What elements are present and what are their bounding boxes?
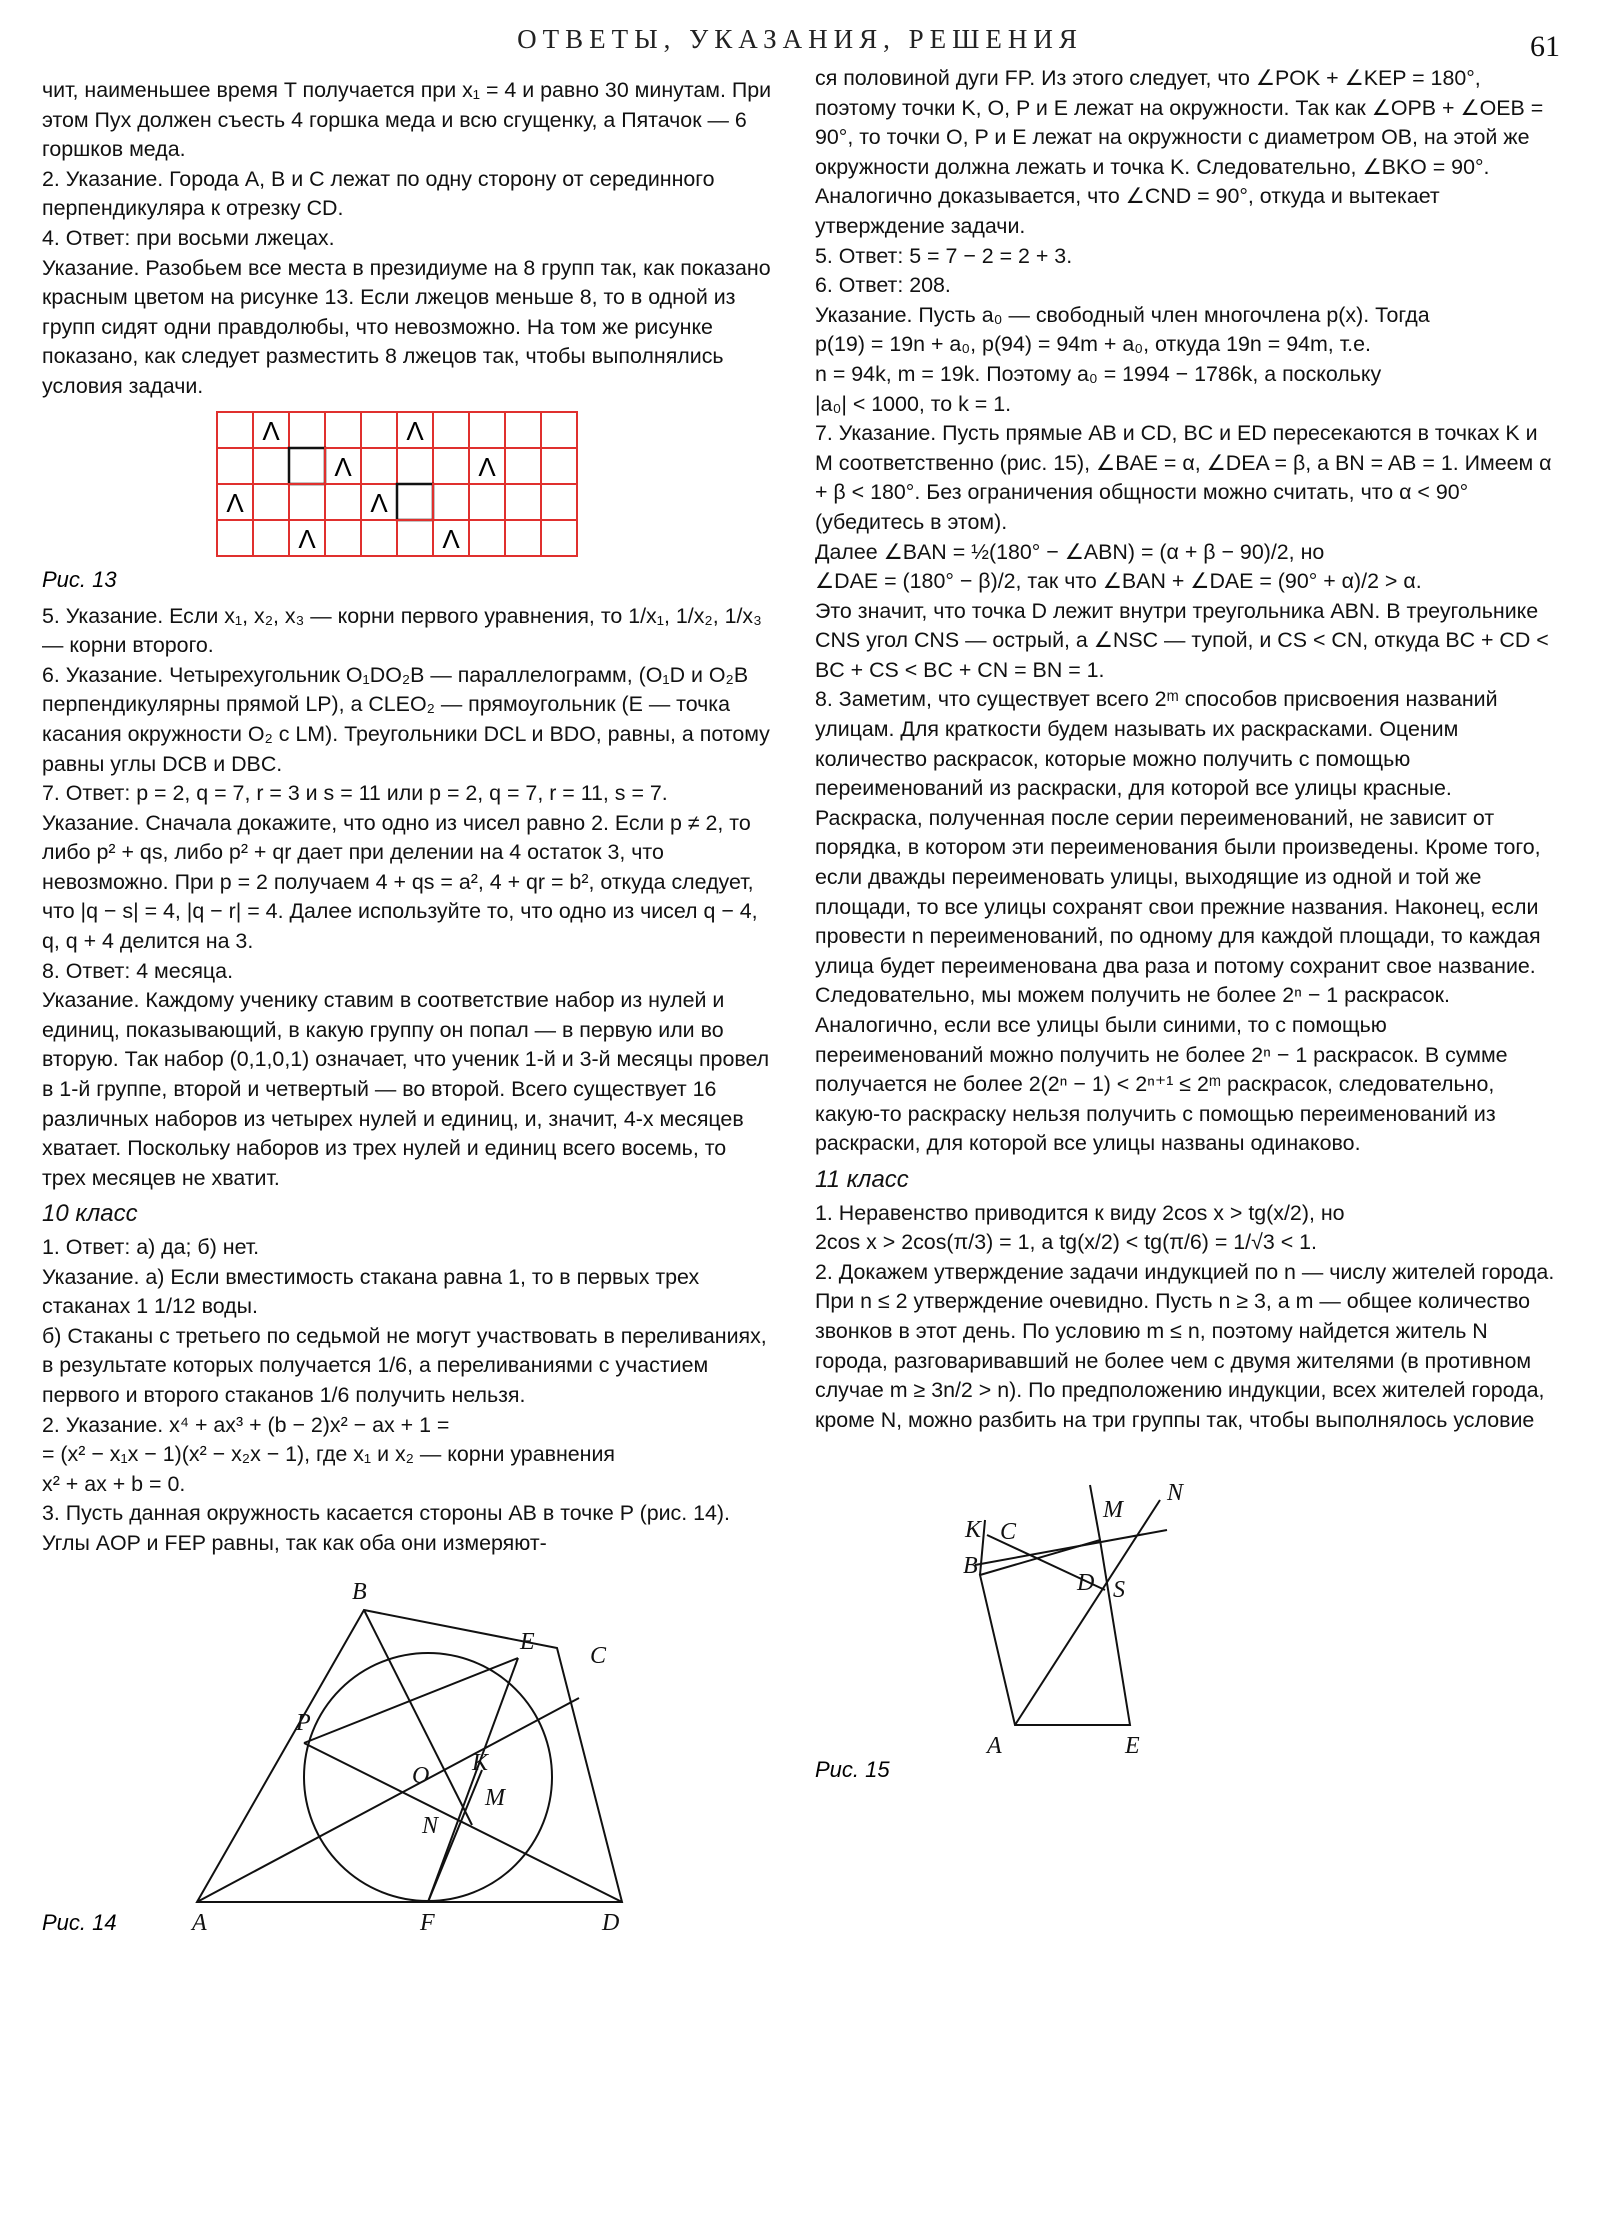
fig13-liar-mark: Λ	[442, 523, 460, 554]
figure-15-caption: Рис. 15	[815, 1757, 890, 1783]
fig14-line	[304, 1658, 518, 1743]
fig15-label: M	[1103, 1497, 1123, 1524]
fig13-cell	[361, 412, 397, 448]
fig13-cell	[397, 520, 433, 556]
fig14-label: E	[520, 1628, 535, 1655]
formula-line: 2cos x > 2cos(π/3) = 1, а tg(x/2) < tg(π/6) = 1/√3 < 1.	[815, 1230, 1317, 1255]
figure-13-caption: Рис. 13	[42, 566, 117, 592]
formula-line: ∠DAE = (180° − β)/2, так что ∠BAN + ∠DAE = (90° + α)/2 > α.	[815, 569, 1422, 594]
formula-line: = (x² − x₁x − 1)(x² − x₂x − 1), где x₁ и x₂ — корни уравнения	[42, 1442, 616, 1467]
fig15-label: N	[1167, 1480, 1184, 1507]
paragraph: Это значит, что точка D лежит внутри треугольника ABN. В треугольнике CNS угол CNS — острый, а ∠NSC — тупой, и CS < CN, откуда BC + CD < BC + CS < BC + CN = BN = 1.	[815, 598, 1549, 682]
paragraph: 8. Заметим, что существует всего 2ᵐ способов присвоения названий улицам. Для краткости будем называть их раскрасками. Оценим количество раскрасок, которые можно получить с помощью переименований из раскраски, для которой все улицы красные. Раскраска, полученная после серии переименований, не зависит от порядка, в котором эти переименования были произведены. Кроме того, если дважды переименовать улицы, выходящие из одной и той же площади, то все улицы сохранят свои прежние названия. Наконец, если провести n переименований, по одному для каждой площади, то каждая улица будет переименована два раза и потому сохранит свое название. Следовательно, мы можем получить не более 2ⁿ − 1 раскрасок. Аналогично, если все улицы были синими, то с помощью переименований можно получить не более 2ⁿ − 1 раскрасок. В сумме получается не более 2(2ⁿ − 1) < 2ⁿ⁺¹ ≤ 2ᵐ раскрасок, следовательно, какую-то раскраску нельзя получить с помощью переименований из раскраски, для которой все улицы названы одинаково.	[815, 687, 1541, 1156]
fig13-liar-mark: Λ	[262, 415, 280, 446]
paragraph: Указание. Разобьем все места в президиуме на 8 групп так, как показано красным цветом на рисунке 13. Если лжецов меньше 8, то в одной из групп сидят одни правдолюбы, что невозможно. На том же рисунке показано, как следует разместить 8 лжецов так, чтобы выполнялись условия задачи.	[42, 255, 771, 398]
page-header	[0, 24, 1600, 64]
formula-line: 2. Указание. x⁴ + ax³ + (b − 2)x² − ax + 1 =	[42, 1412, 450, 1437]
section-heading-10: 10 класс	[42, 1200, 138, 1228]
fig13-cell	[469, 412, 505, 448]
paragraph: 7. Ответ: p = 2, q = 7, r = 3 и s = 11 или p = 2, q = 7, r = 11, s = 7.	[42, 781, 668, 806]
fig15-label: S	[1113, 1577, 1125, 1604]
figure-13-grid	[42, 402, 772, 592]
fig14-label: A	[192, 1909, 207, 1935]
fig13-cell	[253, 484, 289, 520]
figure-15-diagram	[815, 1455, 1555, 1785]
fig13-cell	[433, 448, 469, 484]
fig13-cell	[289, 484, 325, 520]
fig14-line	[364, 1610, 472, 1825]
paragraph: 2. Докажем утверждение задачи индукцией по n — числу жителей города. При n ≤ 2 утверждение очевидно. Пусть n ≥ 3, а m — общее количество звонков в этот день. По условию m ≤ n, поэтому найдется житель N города, разговаривавший не более чем с двумя жителями (в противном случае m ≥ 3n/2 > n). По предположению индукции, всех жителей города, кроме N, можно разбить на три группы так, чтобы выполнялось условие	[815, 1259, 1555, 1432]
fig13-cell	[325, 520, 361, 556]
fig14-label: M	[485, 1784, 505, 1811]
fig13-liar-mark: Λ	[298, 523, 316, 554]
fig13-cell	[505, 448, 541, 484]
fig13-cell	[217, 412, 253, 448]
fig14-line	[304, 1743, 622, 1902]
fig14-label: O	[412, 1762, 430, 1789]
fig13-cell	[361, 520, 397, 556]
formula-line: x² + ax + b = 0.	[42, 1471, 186, 1496]
fig14-label: B	[352, 1578, 367, 1605]
figure-14-caption: Рис. 14	[42, 1909, 117, 1935]
paragraph: чит, наименьшее время T получается при x₁ = 4 и равно 30 минутам. При этом Пух должен съесть 4 горшка меда и всю сгущенку, а Пятачок — 6 горшков меда.	[42, 78, 772, 162]
paragraph: Указание. Сначала докажите, что одно из чисел равно 2. Если p ≠ 2, то либо p² + qs, либо p² + qr дает при делении на 4 остаток 3, что невозможно. При p = 2 получаем 4 + qs = a², 4 + qr = b², откуда следует, что |q − s| = 4, |q − r| = 4. Далее используйте то, что одно из чисел q − 4, q, q + 4 делится на 3.	[42, 810, 758, 954]
paragraph: 1. Ответ: а) да; б) нет.	[42, 1235, 260, 1259]
fig15-label: K	[965, 1517, 982, 1544]
fig13-cell	[469, 484, 505, 520]
fig13-liar-mark: Λ	[370, 487, 388, 518]
paragraph: 5. Ответ: 5 = 7 − 2 = 2 + 3.	[815, 243, 1073, 268]
fig13-cell	[541, 448, 577, 484]
fig14-label: P	[296, 1709, 311, 1736]
paragraph: ся половиной дуги FP. Из этого следует, что ∠POK + ∠KEP = 180°, поэтому точки K, O, P и E лежат на окружности. Так как ∠OPB + ∠OEB = 90°, то точки O, P и E лежат на окружности с диаметром OB, на этой же окружности должна лежать и точка K. Следовательно, ∠BKO = 90°. Аналогично доказывается, что ∠CND = 90°, откуда и вытекает утверждение задачи.	[815, 66, 1544, 238]
paragraph: 6. Указание. Четырехугольник O₁DO₂B — параллелограмм, (O₁D и O₂B перпендикулярны прямой LP), а CLEO₂ — прямоугольник (E — точка касания окружности O₂ с LM). Треугольники DCL и BDO, равны, а потому равны углы DCB и DBC.	[42, 662, 770, 776]
fig13-cell	[505, 520, 541, 556]
fig13-cell	[289, 448, 325, 484]
formula-line: Далее ∠BAN = ½(180° − ∠ABN) = (α + β − 90)/2, но	[815, 539, 1325, 564]
fig13-cell	[397, 448, 433, 484]
paragraph: 8. Ответ: 4 месяца.	[42, 958, 234, 983]
section-heading-11: 11 класс	[815, 1165, 909, 1193]
fig13-cell	[325, 412, 361, 448]
fig13-cell	[433, 412, 469, 448]
fig13-cell	[541, 520, 577, 556]
formula-line: Указание. Пусть a₀ — свободный член многочлена p(x). Тогда	[815, 302, 1430, 327]
paragraph: б) Стаканы с третьего по седьмой не могут участвовать в переливаниях, в результате которых получается 1/6, а переливаниями с участием первого и второго стаканов 1/6 получить нельзя.	[42, 1323, 767, 1407]
fig13-cell	[505, 484, 541, 520]
fig13-cell	[433, 484, 469, 520]
fig14-label: C	[590, 1642, 607, 1669]
fig15-label: C	[1000, 1519, 1017, 1546]
fig14-label: D	[602, 1909, 620, 1935]
fig14-label: K	[472, 1749, 489, 1776]
fig13-cell	[469, 520, 505, 556]
right-column	[815, 64, 1555, 1785]
paragraph: 5. Указание. Если x₁, x₂, x₃ — корни первого уравнения, то 1/x₁, 1/x₂, 1/x₃ — корни второго.	[42, 603, 762, 658]
fig13-cell	[289, 412, 325, 448]
figure-14-diagram	[42, 1565, 772, 1935]
page-number: 61	[1530, 30, 1560, 63]
paragraph: Указание. Каждому ученику ставим в соответствие набор из нулей и единиц, показывающий, в какую группу он попал — в первую или во вторую. Так набор (0,1,0,1) означает, что ученик 1-й и 3-й месяцы провел в 1-й группе, второй и четвертый — во второй. Всего существует 16 различных наборов из четырех нулей и единиц, и, значит, 4-х месяцев хватает. Поскольку наборов из трех нулей и единиц всего восемь, то трех месяцев не хватит.	[42, 988, 770, 1190]
fig13-cell	[541, 484, 577, 520]
fig13-liar-mark: Λ	[406, 415, 424, 446]
fig13-cell	[397, 484, 433, 520]
running-title: ОТВЕТЫ, УКАЗАНИЯ, РЕШЕНИЯ	[517, 24, 1083, 54]
fig13-cell	[253, 520, 289, 556]
fig13-liar-mark: Λ	[334, 451, 352, 482]
formula-line: 1. Неравенство приводится к виду 2cos x > tg(x/2), но	[815, 1200, 1345, 1225]
paragraph: 6. Ответ: 208.	[815, 273, 951, 298]
fig14-label: N	[422, 1812, 439, 1839]
fig14-line	[428, 1658, 518, 1902]
paragraph: 2. Указание. Города A, B и C лежат по одну сторону от серединного перпендикуляра к отрезку CD.	[42, 166, 715, 221]
paragraph: 3. Пусть данная окружность касается стороны AB в точке P (рис. 14). Углы AOP и FEP равны, так как оба они измеряют-	[42, 1501, 730, 1555]
fig13-liar-mark: Λ	[478, 451, 496, 482]
fig13-cell	[253, 448, 289, 484]
formula-line: n = 94k, m = 19k. Поэтому a₀ = 1994 − 1786k, а поскольку	[815, 361, 1382, 386]
fig15-line	[1015, 1500, 1160, 1725]
paragraph: 4. Ответ: при восьми лжецах.	[42, 225, 335, 250]
fig13-cell	[541, 412, 577, 448]
fig15-label: D	[1077, 1570, 1095, 1597]
fig14-label: F	[420, 1909, 435, 1935]
fig13-cell	[505, 412, 541, 448]
fig15-label: A	[987, 1733, 1002, 1760]
formula-line: |a₀| < 1000, то k = 1.	[815, 391, 1012, 416]
paragraph: 7. Указание. Пусть прямые AB и CD, BC и ED пересекаются в точках K и M соответственно (рис. 15), ∠BAE = α, ∠DEA = β, а BN = AB = 1. Имеем α + β < 180°. Без ограничения общности можно считать, что α < 90° (убедитесь в этом).	[815, 421, 1552, 534]
formula-line: p(19) = 19n + a₀, p(94) = 94m + a₀, откуда 19n = 94m, т.е.	[815, 332, 1371, 357]
fig13-cell	[217, 448, 253, 484]
fig15-line	[1090, 1485, 1100, 1540]
fig13-cell	[325, 484, 361, 520]
fig13-cell	[361, 448, 397, 484]
fig15-label: B	[963, 1553, 978, 1580]
left-column	[42, 76, 772, 1935]
paragraph: Указание. а) Если вместимость стакана равна 1, то в первых трех стаканах 1 1/12 воды.	[42, 1264, 700, 1319]
fig13-liar-mark: Λ	[226, 487, 244, 518]
fig13-cell	[217, 520, 253, 556]
fig15-label: E	[1125, 1733, 1140, 1760]
